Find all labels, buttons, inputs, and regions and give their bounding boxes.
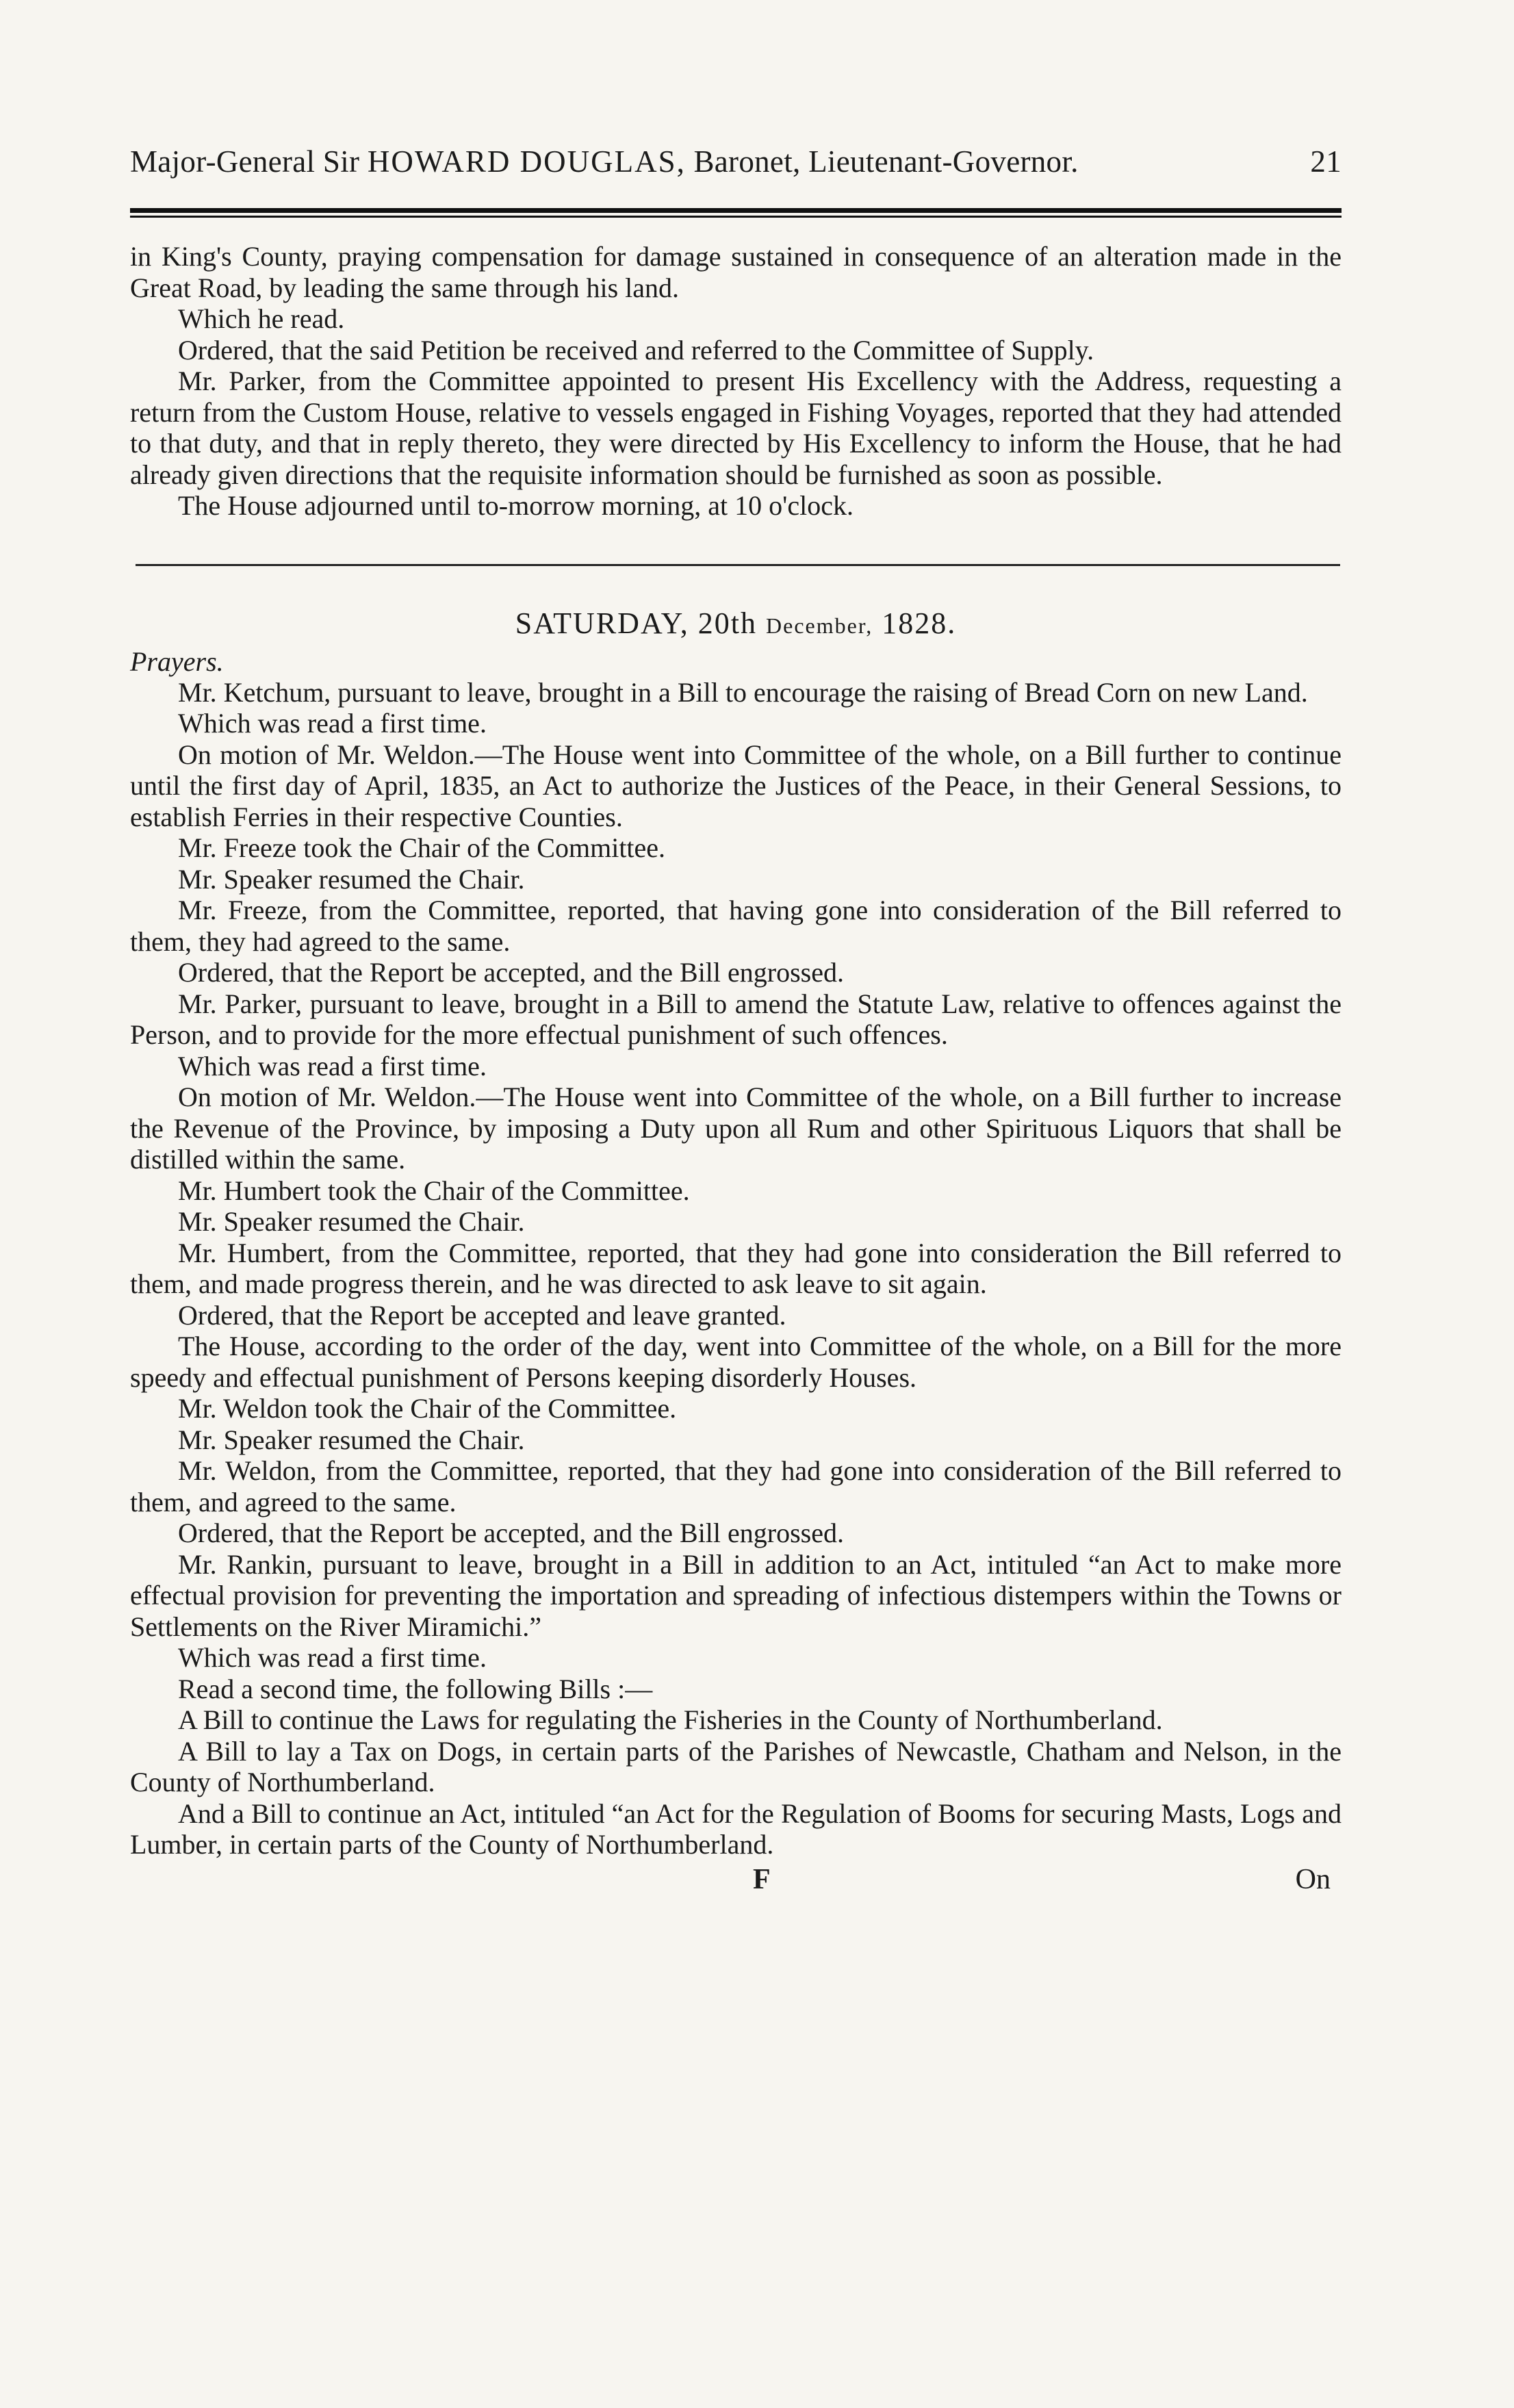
- date-heading: [130, 606, 1342, 641]
- page-number: 21: [1310, 144, 1342, 179]
- prayers-label: Prayers.: [130, 645, 224, 677]
- page-footer: [130, 1863, 1342, 1896]
- catchword: On: [1295, 1863, 1331, 1895]
- paragraph: Ordered, that the Report be accepted and leave granted.: [178, 1299, 786, 1331]
- paragraph: Mr. Ketchum, pursuant to leave, brought in a Bill to encourage the raising of Bread Corn on new Land.: [178, 676, 1308, 708]
- signature-mark: F: [753, 1863, 771, 1895]
- header-rule-thin: [130, 216, 1342, 218]
- paragraph: The House adjourned until to-morrow morning, at 10 o'clock.: [178, 490, 854, 521]
- running-head-prefix: Major-General Sir: [130, 144, 360, 179]
- paragraph: Mr. Humbert, from the Committee, reported, that they had gone into consideration the Bill referred to them, and made progress therein, and he was directed to ask leave to sit again.: [130, 1237, 1342, 1299]
- saturday-proceedings: [130, 677, 1342, 1860]
- paragraph: And a Bill to continue an Act, intituled “an Act for the Regulation of Booms for securing Masts, Logs and Lumber, in certain parts of the County of Northumberland.: [130, 1797, 1342, 1860]
- paragraph: Mr. Weldon took the Chair of the Committee.: [178, 1393, 677, 1424]
- heading-month: December,: [766, 613, 873, 638]
- paragraph: On motion of Mr. Weldon.—The House went into Committee of the whole, on a Bill further to continue until the first day of April, 1835, an Act to authorize the Justices of the Peace, in their General Sessions, to establish Ferries in their respective Counties.: [130, 739, 1342, 832]
- heading-date: 20th: [697, 606, 758, 640]
- paragraph: Which was read a first time.: [178, 1050, 487, 1081]
- paragraph: A Bill to continue the Laws for regulating the Fisheries in the County of Northumberland.: [178, 1704, 1163, 1735]
- paragraph: Which he read.: [178, 303, 345, 334]
- paragraph: Mr. Freeze took the Chair of the Committee.: [178, 832, 666, 863]
- paragraph: Mr. Humbert took the Chair of the Committee.: [178, 1175, 690, 1206]
- paragraph: Mr. Rankin, pursuant to leave, brought in a Bill in addition to an Act, intituled “an Act to make more effectual provision for preventing the importation and spreading of infectious distempers within the Towns or Settlements on the River Miramichi.”: [130, 1548, 1342, 1642]
- section-divider: [136, 564, 1340, 566]
- paragraph: Mr. Parker, from the Committee appointed to present His Excellency with the Address, requesting a return from the Custom House, relative to vessels engaged in Fishing Voyages, reported that they had attended to that duty, and that in reply thereto, they were directed by His Excellency to inform the House, that he had already given directions that the requisite information should be furnished as soon as possible.: [130, 366, 1342, 490]
- paragraph: On motion of Mr. Weldon.—The House went into Committee of the whole, on a Bill further to increase the Revenue of the Province, by imposing a Duty upon all Rum and other Spirituous Liquors that shall be distilled within the same.: [130, 1081, 1342, 1175]
- continued-proceedings: [130, 241, 1342, 522]
- paragraph: Which was read a first time.: [178, 708, 487, 739]
- paragraph: Read a second time, the following Bills :—: [178, 1673, 653, 1704]
- header-rule-thick: [130, 208, 1342, 213]
- paragraph: in King's County, praying compensation for damage sustained in consequence of an alteration made in the Great Road, by leading the same through his land.: [130, 241, 1342, 303]
- paragraph: A Bill to lay a Tax on Dogs, in certain parts of the Parishes of Newcastle, Chatham and Nelson, in the County of Northumberland.: [130, 1735, 1342, 1797]
- paragraph: Ordered, that the Report be accepted, and the Bill engrossed.: [178, 1517, 844, 1548]
- paragraph: Mr. Speaker resumed the Chair.: [178, 1206, 525, 1237]
- paragraph: Ordered, that the Report be accepted, and the Bill engrossed.: [178, 957, 844, 988]
- running-head-suffix: Baronet, Lieutenant-Governor.: [693, 144, 1079, 179]
- paragraph: Mr. Speaker resumed the Chair.: [178, 863, 525, 895]
- running-head-name: HOWARD DOUGLAS,: [367, 144, 686, 179]
- paragraph: Mr. Parker, pursuant to leave, brought in a Bill to amend the Statute Law, relative to offences against the Person, and to provide for the more effectual punishment of such offences.: [130, 988, 1342, 1050]
- paragraph: The House, according to the order of the day, went into Committee of the whole, on a Bill for the more speedy and effectual punishment of Persons keeping disorderly Houses.: [130, 1331, 1342, 1393]
- paragraph: Ordered, that the said Petition be received and referred to the Committee of Supply.: [178, 334, 1094, 366]
- paragraph: Mr. Freeze, from the Committee, reported, that having gone into consideration of the Bill referred to them, they had agreed to the same.: [130, 895, 1342, 957]
- paragraph: Which was read a first time.: [178, 1642, 487, 1673]
- paragraph: Mr. Weldon, from the Committee, reported, that they had gone into consideration of the Bill referred to them, and agreed to the same.: [130, 1455, 1342, 1517]
- running-head: [130, 144, 1342, 179]
- heading-year: 1828.: [882, 606, 957, 640]
- book-page: [130, 144, 1342, 2361]
- paragraph: Mr. Speaker resumed the Chair.: [178, 1424, 525, 1455]
- heading-day: SATURDAY,: [515, 606, 689, 640]
- running-head-title: [130, 144, 1079, 179]
